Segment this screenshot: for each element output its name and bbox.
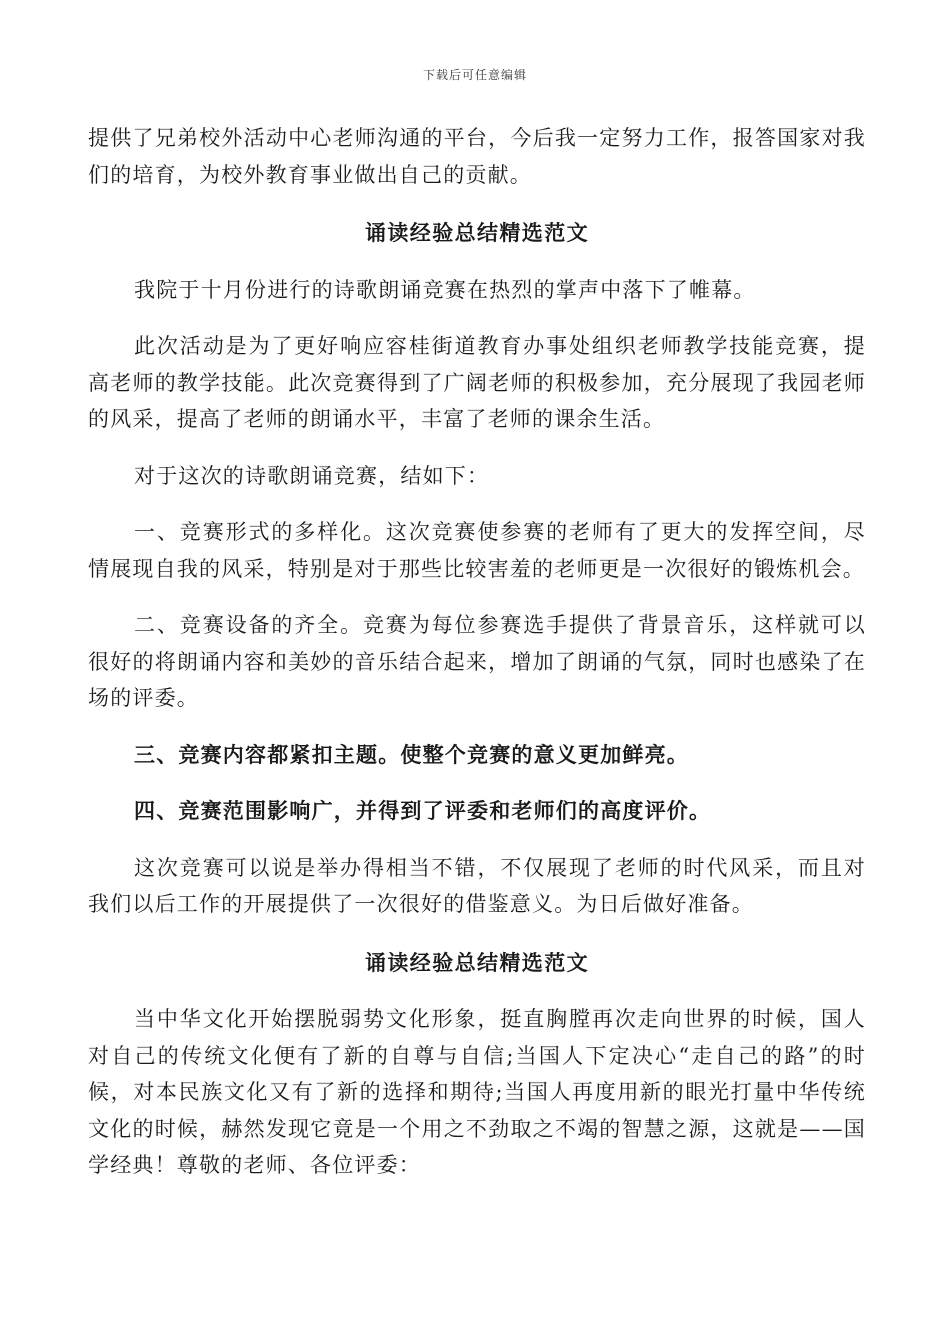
paragraph-point-2: 二、竞赛设备的齐全。竞赛为每位参赛选手提供了背景音乐，这样就可以很好的将朗诵内容和美妙的音乐结合起来，增加了朗诵的气氛，同时也感染了在场的评委。 [88, 613, 866, 710]
paragraph-intro: 我院于十月份进行的诗歌朗诵竞赛在热烈的掌声中落下了帷幕。 [134, 277, 756, 302]
paragraph-summary-lead: 对于这次的诗歌朗诵竞赛，结如下： [134, 463, 490, 488]
header-note: 下载后可任意编辑 [422, 68, 527, 82]
paragraph-continuation: 提供了兄弟校外活动中心老师沟通的平台，今后我一定努力工作，报答国家对我们的培育，为校外教育事业做出自己的贡献。 [88, 126, 866, 187]
section-title-2: 诵读经验总结精选范文 [365, 949, 589, 975]
paragraph-point-3: 三、竞赛内容都紧扣主题。使整个竞赛的意义更加鲜亮。 [134, 741, 689, 767]
section-title-1: 诵读经验总结精选范文 [365, 220, 589, 245]
paragraph-purpose: 此次活动是为了更好响应容桂街道教育办事处组织老师教学技能竞赛，提高老师的教学技能。此次竞赛得到了广阔老师的积极参加，充分展现了我园老师的风采，提高了老师的朗诵水平，丰富了老师的课余生活。 [88, 334, 866, 431]
paragraph-point-1: 一、竞赛形式的多样化。这次竞赛使参赛的老师有了更大的发挥空间，尽情展现自我的风采，特别是对于那些比较害羞的老师更是一次很好的锻炼机会。 [88, 520, 866, 581]
paragraph-conclusion: 这次竞赛可以说是举办得相当不错，不仅展现了老师的时代风采，而且对我们以后工作的开展提供了一次很好的借鉴意义。为日后做好准备。 [88, 855, 866, 916]
paragraph-point-4: 四、竞赛范围影响广，并得到了评委和老师们的高度评价。 [134, 798, 712, 823]
document-body [88, 120, 866, 1184]
paragraph-opening: 当中华文化开始摆脱弱势文化形象，挺直胸膛再次走向世界的时候，国人对自己的传统文化便有了新的自尊与自信;当国人下定决心“走自己的路”的时候，对本民族文化又有了新的选择和期待;当国人再度用新的眼光打量中华传统文化的时候，赫然发现它竟是一个用之不劲取之不竭的智慧之源，这就是——国学经典！尊敬的老师、各位评委： [88, 1007, 866, 1177]
